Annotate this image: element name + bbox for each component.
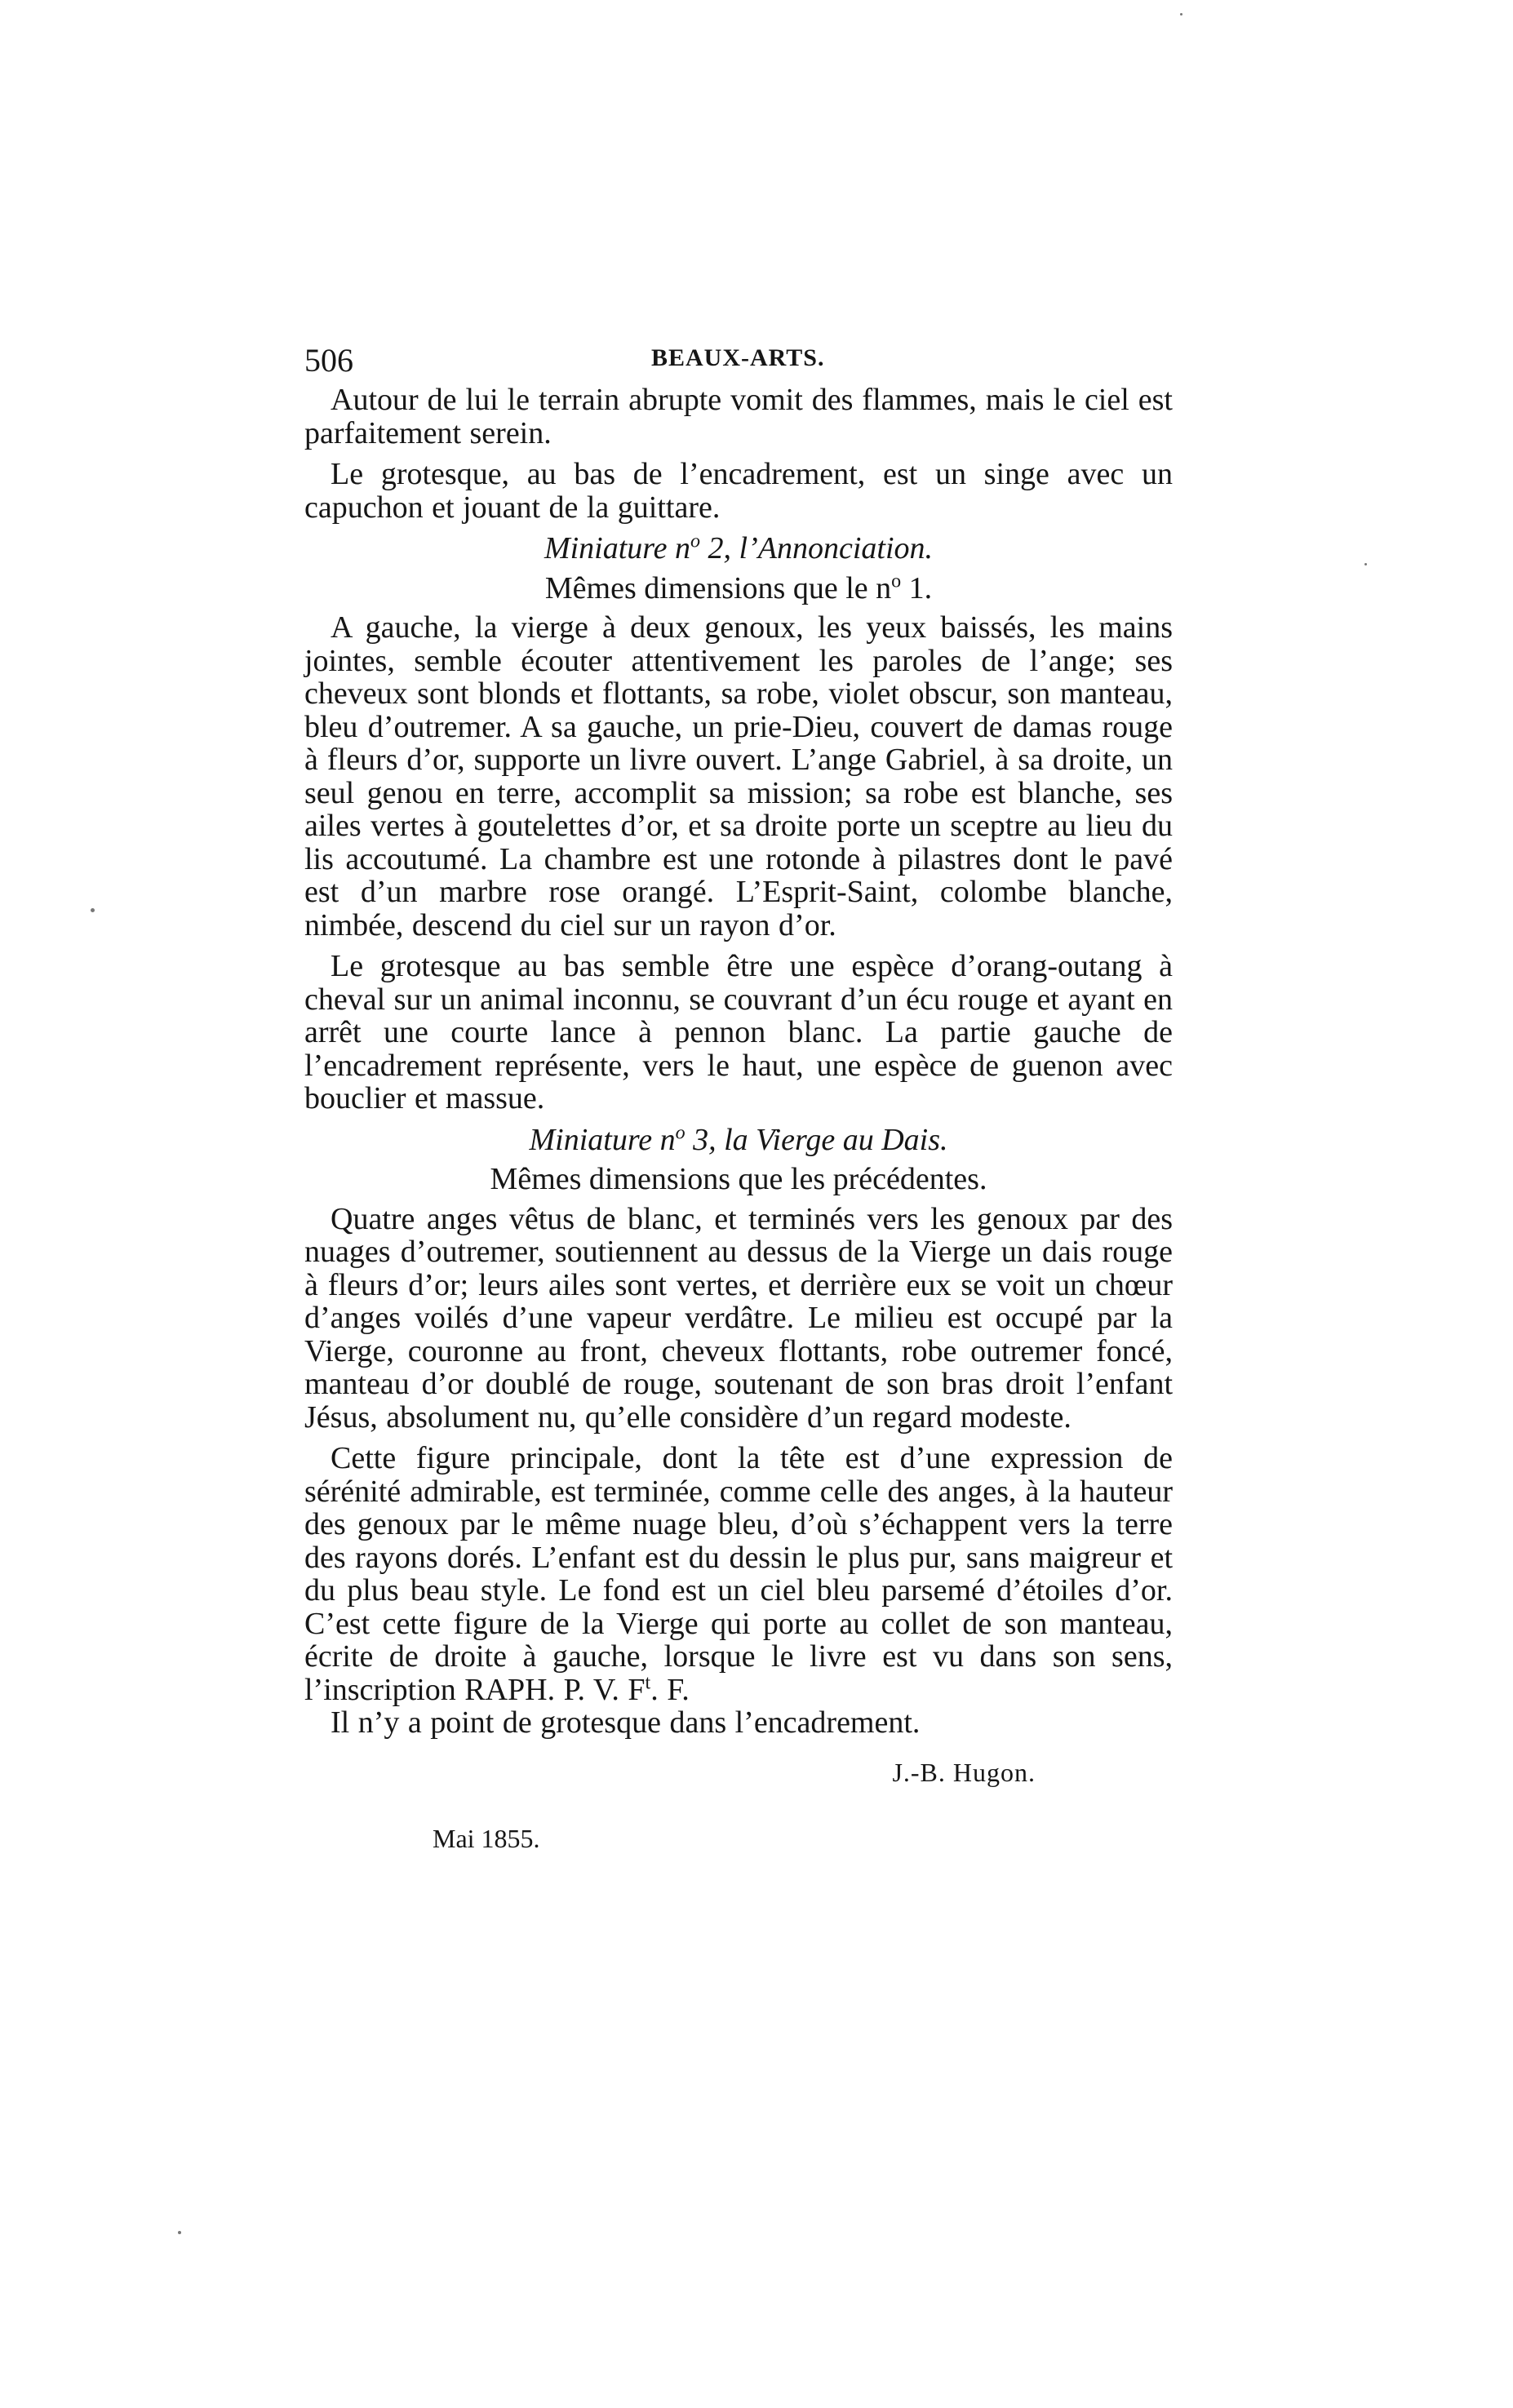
paragraph-6-sup: t (645, 1671, 651, 1693)
paragraph-7: Il n’y a point de grotesque dans l’encadrement. (331, 1705, 921, 1740)
page-content (304, 341, 1173, 1854)
paragraph-6 (304, 1442, 1173, 1706)
miniature-3-title (304, 1121, 1173, 1157)
miniature-3-prefix: Miniature n (529, 1122, 676, 1157)
miniature-2-prefix: Miniature n (544, 531, 691, 565)
paragraph-2: Le grotesque, au bas de l’encadrement, est un singe avec un capuchon et jouant de la guittare. (304, 457, 1173, 525)
paragraph-6-main: Cette figure principale, dont la tête est d’une expression de sérénité admirable, est terminée, comme celle des anges, à la hauteur des genoux par le même nuage bleu, d’où s’échappent vers la terre des rayons dorés. L’enfant est du dessin le plus pur, sans maigreur et du plus beau style. Le fond est un ciel bleu parsemé d’étoiles d’or. C’est cette figure de la Vierge qui porte au collet de son manteau, écrite de droite à gauche, lorsque le livre est vu dans son sens, l’inscription RAPH. P. V. F (304, 1441, 1173, 1707)
date-line: Mai 1855. (433, 1823, 540, 1853)
miniature-3-sup: o (675, 1121, 686, 1143)
paragraph-4: Le grotesque au bas semble être une espèce d’orang-outang à cheval sur un animal inconnu, se couvrant d’un écu rouge et ayant en arrêt une courte lance à pennon blanc. La partie gauche de l’encadrement représente, vers le haut, une espèce de guenon avec bouclier et massue. (304, 949, 1174, 1115)
paper-speck (91, 908, 95, 912)
author-signature: J.-B. Hugon. (892, 1757, 1036, 1787)
paragraph-1: Autour de lui le terrain abrupte vomit des flammes, mais le ciel est parfaitement serein. (304, 383, 1173, 450)
paragraph-3: A gauche, la vierge à deux genoux, les yeux baissés, les mains jointes, semble écouter attentivement les paroles de l’ange; ses cheveux sont blonds et flottants, sa robe, violet obscur, son manteau, bleu d’outremer. A sa gauche, un prie-Dieu, couvert de damas rouge à fleurs d’or, supporte un livre ouvert. L’ange Gabriel, à sa droite, un seul genou en terre, accomplit sa mission; sa robe est blanche, ses ailes vertes à goutelettes d’or, et sa droite porte un sceptre au lieu du lis accoutumé. La chambre est une rotonde à pilastres dont le pavé est d’un marbre rose orangé. L’Esprit-Saint, colombe blanche, nimbée, descend du ciel sur un rayon d’or. (304, 610, 1173, 942)
miniature-2-title (304, 532, 1173, 565)
paper-speck (1180, 13, 1182, 16)
running-head: BEAUX-ARTS. (651, 344, 825, 371)
dims-2-suffix: 1. (901, 570, 933, 605)
miniature-2-sup: o (690, 530, 701, 552)
paper-speck (178, 2231, 181, 2234)
page-number: 506 (304, 342, 353, 379)
miniature-3-dimensions: Mêmes dimensions que les précédentes. (490, 1162, 987, 1196)
miniature-3-suffix: 3, la Vierge au Dais. (685, 1122, 948, 1157)
dims-2-sup: o (891, 570, 902, 592)
page-header (304, 341, 1173, 390)
miniature-2-dimensions (304, 572, 1173, 605)
paragraph-5: Quatre anges vêtus de blanc, et terminés vers les genoux par des nuages d’outremer, soutiennent au dessus de la Vierge un dais rouge à fleurs d’or; leurs ailes sont vertes, et derrière eux se voit un chœur d’anges voilés d’une vapeur verdâtre. Le milieu est occupé par la Vierge, couronne au front, cheveux flottants, robe outremer foncé, manteau d’or doublé de rouge, soutenant de son bras droit l’enfant Jésus, absolument nu, qu’elle considère d’un regard modeste. (304, 1201, 1173, 1435)
dims-2-prefix: Mêmes dimensions que le n (544, 570, 892, 605)
paper-speck (1364, 563, 1367, 565)
paragraph-6-end: . F. (650, 1672, 690, 1707)
miniature-2-suffix: 2, l’Annonciation. (700, 531, 934, 565)
